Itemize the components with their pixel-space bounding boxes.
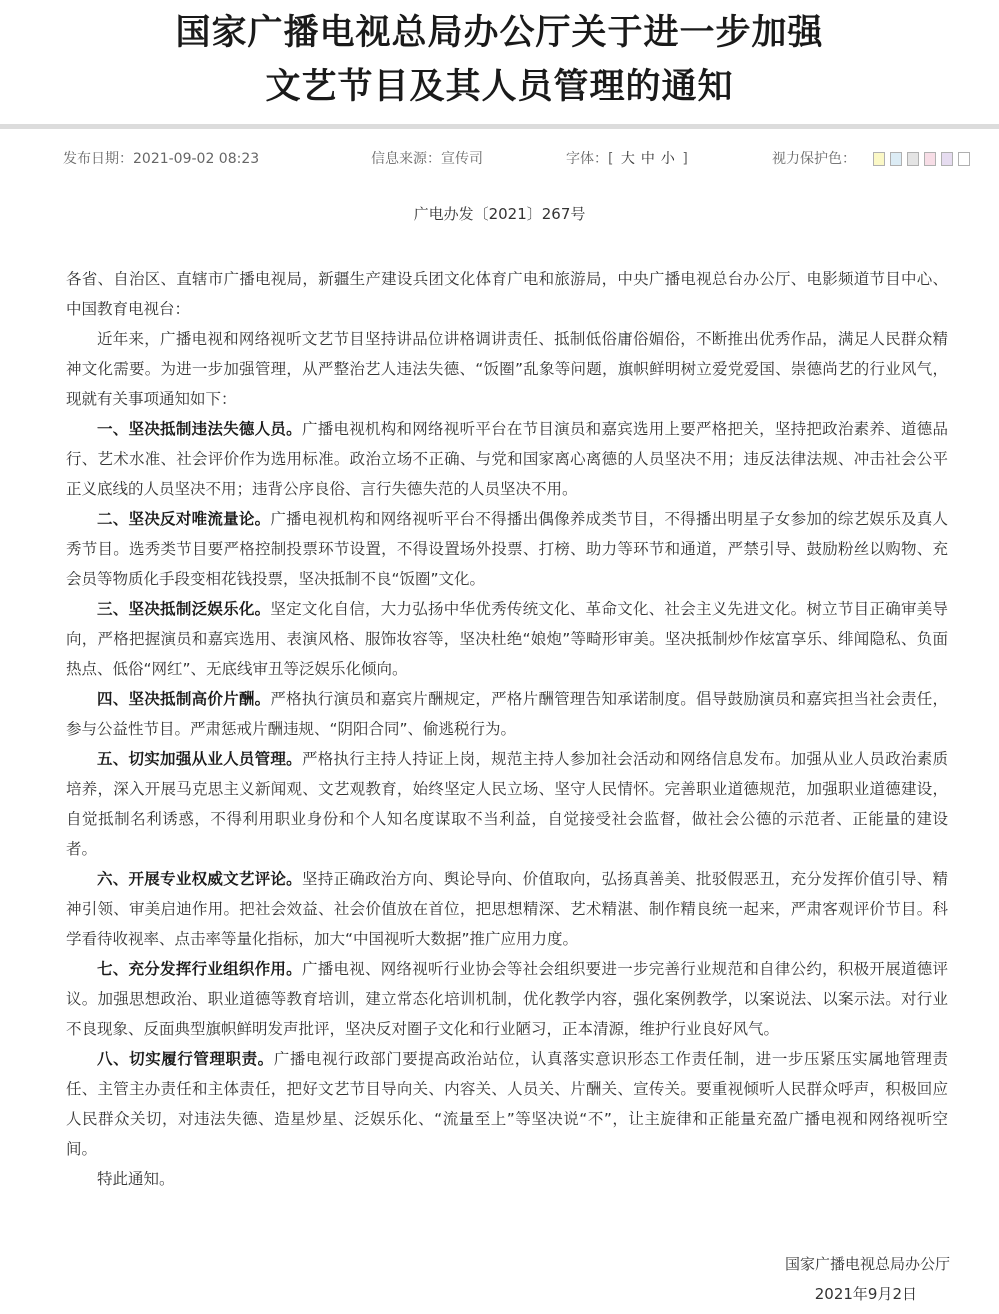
- font-large-button[interactable]: 大: [620, 151, 635, 167]
- info-source-value: 宣传司: [441, 151, 483, 167]
- item-heading: 七、充分发挥行业组织作用。: [97, 960, 302, 978]
- font-bracket-open: [: [608, 151, 614, 167]
- item-paragraph: [66, 504, 948, 594]
- item-text: 广播电视、网络视听行业协会等社会组织要进一步完善行业规范和自律公约，积极开展道德评议。加强思想政治、职业道德等教育培训，建立常态化培训机制，优化教学内容，强化案例教学，以案说法、以案示法。对行业不良现象、反面典型旗帜鲜明发声批评，坚决反对圈子文化和行业陋习，正本清源，维护行业良好风气。: [66, 960, 948, 1038]
- item-paragraph: [66, 414, 948, 504]
- swatch-white[interactable]: [958, 152, 970, 166]
- article-body: [66, 264, 948, 1194]
- item-heading: 二、坚决反对唯流量论。: [97, 510, 271, 528]
- font-bracket-close: ]: [682, 151, 688, 167]
- font-medium-button[interactable]: 中: [640, 151, 655, 167]
- addressee: 各省、自治区、直辖市广播电视局，新疆生产建设兵团文化体育广电和旅游局，中央广播电视总台办公厅、电影频道节目中心、中国教育电视台：: [66, 270, 948, 318]
- item-text: 坚定文化自信，大力弘扬中华优秀传统文化、革命文化、社会主义先进文化。树立节目正确审美导向，严格把握演员和嘉宾选用、表演风格、服饰妆容等，坚决杜绝“娘炮”等畸形审美。坚决抵制炒作炫富享乐、绯闻隐私、负面热点、低俗“网红”、无底线审丑等泛娱乐化倾向。: [66, 600, 948, 678]
- item-paragraph: [66, 954, 948, 1044]
- swatch-pink[interactable]: [924, 152, 936, 166]
- signature-organization: 国家广播电视总局办公厅: [784, 1255, 950, 1273]
- article-meta-bar: [0, 148, 999, 170]
- page-title: [0, 0, 999, 114]
- item-text: 广播电视行政部门要提高政治站位，认真落实意识形态工作责任制，进一步压紧压实属地管理责任、主管主办责任和主体责任，把好文艺节目导向关、内容关、人员关、片酬关、宣传关。要重视倾听人民群众呼声，积极回应人民群众关切，对违法失德、造星炒星、泛娱乐化、“流量至上”等坚决说“不”，让主旋律和正能量充盈广播电视和网络视听空间。: [66, 1050, 948, 1158]
- item-text: 严格执行主持人持证上岗，规范主持人参加社会活动和网络信息发布。加强从业人员政治素质培养，深入开展马克思主义新闻观、文艺观教育，始终坚定人民立场、坚守人民情怀。完善职业道德规范，加强职业道德建设，自觉抵制名利诱惑，不得利用职业身份和个人知名度谋取不当利益，自觉接受社会监督，做社会公德的示范者、正能量的建设者。: [66, 750, 948, 858]
- publish-date-value: 2021-09-02 08:23: [133, 151, 260, 167]
- item-paragraph: [66, 684, 948, 744]
- signature-date: 2021年9月2日: [814, 1285, 917, 1303]
- info-source-label: 信息来源：: [371, 151, 441, 167]
- swatch-purple[interactable]: [941, 152, 953, 166]
- title-line-2: 文艺节目及其人员管理的通知: [265, 67, 734, 107]
- eye-care-label: 视力保护色：: [772, 151, 856, 167]
- item-heading: 八、切实履行管理职责。: [97, 1050, 274, 1068]
- document-number: 广电办发〔2021〕267号: [413, 205, 586, 223]
- title-divider: [0, 124, 999, 129]
- item-heading: 五、切实加强从业人员管理。: [97, 750, 302, 768]
- item-paragraph: [66, 1044, 948, 1164]
- font-small-button[interactable]: 小: [660, 151, 675, 167]
- item-heading: 一、坚决抵制违法失德人员。: [97, 420, 302, 438]
- item-text: 坚持正确政治方向、舆论导向、价值取向，弘扬真善美、批驳假恶丑，充分发挥价值引导、精神引领、审美启迪作用。把社会效益、社会价值放在首位，把思想精深、艺术精湛、制作精良统一起来，严肃客观评价节目。科学看待收视率、点击率等量化指标，加大“中国视听大数据”推广应用力度。: [66, 870, 948, 948]
- swatch-yellow[interactable]: [873, 152, 885, 166]
- title-line-1: 国家广播电视总局办公厅关于进一步加强: [175, 13, 824, 53]
- item-paragraph: [66, 594, 948, 684]
- item-paragraph: [66, 864, 948, 954]
- eye-care-swatches: [873, 152, 975, 166]
- publish-date-label: 发布日期：: [63, 151, 133, 167]
- item-heading: 三、坚决抵制泛娱乐化。: [97, 600, 271, 618]
- item-text: 广播电视机构和网络视听平台在节目演员和嘉宾选用上要严格把关，坚持把政治素养、道德品行、艺术水准、社会评价作为选用标准。政治立场不正确、与党和国家离心离德的人员坚决不用；违反法律法规、冲击社会公平正义底线的人员坚决不用；违背公序良俗、言行失德失范的人员坚决不用。: [66, 420, 948, 498]
- publish-date: [63, 148, 259, 170]
- closing-line: 特此通知。: [97, 1170, 175, 1188]
- font-size-control: [566, 148, 688, 170]
- item-heading: 六、开展专业权威文艺评论。: [97, 870, 302, 888]
- item-text: 严格执行演员和嘉宾片酬规定，严格片酬管理告知承诺制度。倡导鼓励演员和嘉宾担当社会责任，参与公益性节目。严肃惩戒片酬违规、“阴阳合同”、偷逃税行为。: [66, 690, 948, 738]
- item-paragraph: [66, 744, 948, 864]
- info-source: [371, 148, 483, 170]
- font-size-label: 字体：: [566, 151, 608, 167]
- swatch-blue[interactable]: [890, 152, 902, 166]
- item-heading: 四、坚决抵制高价片酬。: [97, 690, 271, 708]
- intro-paragraph: 近年来，广播电视和网络视听文艺节目坚持讲品位讲格调讲责任、抵制低俗庸俗媚俗，不断推出优秀作品，满足人民群众精神文化需要。为进一步加强管理，从严整治艺人违法失德、“饭圈”乱象等问题，旗帜鲜明树立爱党爱国、崇德尚艺的行业风气，现就有关事项通知如下：: [66, 330, 948, 408]
- item-text: 广播电视机构和网络视听平台不得播出偶像养成类节目，不得播出明星子女参加的综艺娱乐及真人秀节目。选秀类节目要严格控制投票环节设置，不得设置场外投票、打榜、助力等环节和通道，严禁引导、鼓励粉丝以购物、充会员等物质化手段变相花钱投票，坚决抵制不良“饭圈”文化。: [66, 510, 948, 588]
- swatch-gray[interactable]: [907, 152, 919, 166]
